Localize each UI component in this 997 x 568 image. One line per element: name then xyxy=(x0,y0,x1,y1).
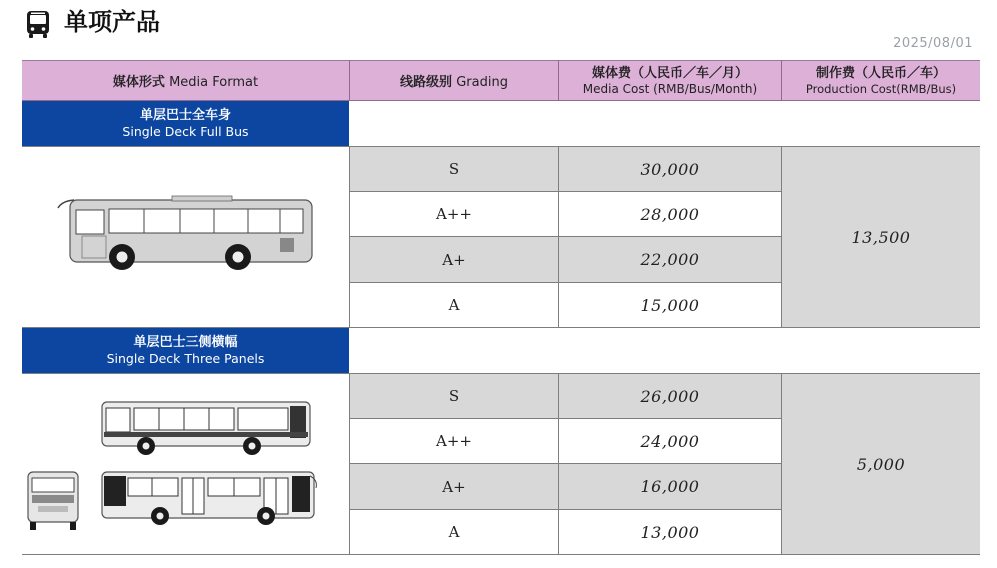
media-cost-cell: 15,000 xyxy=(640,295,700,315)
media-cost-cell: 26,000 xyxy=(640,386,700,406)
grade-cell: A+ xyxy=(442,477,466,496)
production-cost-cell: 5,000 xyxy=(782,374,980,554)
media-cost-cell: 16,000 xyxy=(640,477,700,496)
production-cost-cell: 13,500 xyxy=(782,147,980,327)
media-cost-cell: 30,000 xyxy=(640,159,700,179)
section-label-three-panels: 单层巴士三侧横幅 Single Deck Three Panels xyxy=(22,328,349,373)
header-divider xyxy=(558,60,559,101)
media-cost-cell: 24,000 xyxy=(640,431,700,451)
grade-cell: S xyxy=(448,387,460,405)
page-title: 单项产品 xyxy=(64,8,160,36)
grade-cell: A+ xyxy=(442,250,466,269)
header-grading: 线路级别 Grading xyxy=(400,75,508,90)
grade-cell: A++ xyxy=(436,432,472,450)
section-label-full-bus: 单层巴士全车身 Single Deck Full Bus xyxy=(22,101,349,146)
grade-cell: A++ xyxy=(436,205,472,223)
grade-cell: A xyxy=(448,296,460,314)
bus-icon xyxy=(22,8,54,40)
single-deck-full-bus-illustration xyxy=(52,192,318,276)
media-cost-cell: 22,000 xyxy=(640,250,700,269)
media-cost-cell: 28,000 xyxy=(640,204,700,224)
column-divider xyxy=(558,374,559,554)
header-production-cost: 制作费（人民币／车） Production Cost(RMB/Bus) xyxy=(805,65,957,96)
header-divider xyxy=(349,60,350,101)
single-deck-three-panels-illustration xyxy=(24,396,324,531)
date-label: 2025/08/01 xyxy=(893,36,973,51)
column-divider xyxy=(558,147,559,327)
header-divider xyxy=(781,60,782,101)
header-media-cost: 媒体费（人民币／车／月） Media Cost (RMB/Bus/Month) xyxy=(582,65,758,96)
grade-cell: A xyxy=(448,523,460,541)
table-bottom-border xyxy=(22,554,980,555)
media-cost-cell: 13,000 xyxy=(640,522,700,542)
grade-cell: S xyxy=(448,160,460,178)
header-media-format: 媒体形式 Media Format xyxy=(112,75,259,90)
